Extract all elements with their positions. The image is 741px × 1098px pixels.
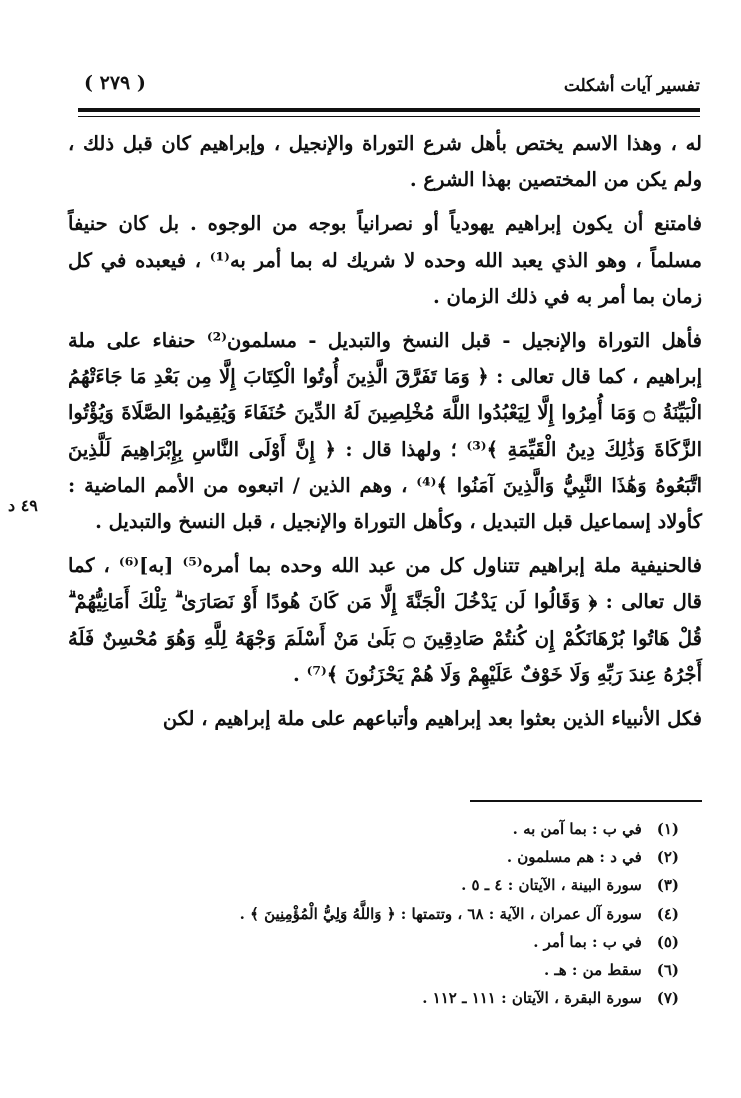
paragraph: فامتنع أن يكون إبراهيم يهودياً أو نصرانياً بوجه من الوجوه . بل كان حنيفاً مسلماً ، وهو الذي يعبد الله وحده لا شريك له بما أمر به⁽¹⁾ ، فيعبده في كل زمان بما أمر به في ذلك الزمان . [68,212,702,308]
footnote-number: (٤) [656,904,679,923]
footnote-number: (١) [656,820,679,838]
footnote [179,956,679,984]
footnote [179,984,679,1012]
footnote [179,871,679,899]
footnote-text: في د : هم مسلمون . [506,848,642,867]
header-rule-thin [78,116,700,117]
footnote-text: في ب : بما أمر . [533,932,642,951]
page-header [78,70,700,104]
paragraph: فالحنيفية ملة إبراهيم تتناول كل من عبد الله وحده بما أمره⁽⁵⁾ [به]⁽⁶⁾ ، كما قال تعالى : ﴿ وَقَالُوا لَن يَدْخُلَ الْجَنَّةَ إِلَّا مَن كَانَ هُودًا أَوْ نَصَارَىٰ ۗ تِلْكَ أَمَانِيُّهُمْ ۗ قُلْ هَاتُوا بُرْهَانَكُمْ إِن كُنتُمْ صَادِقِينَ ۝ بَلَىٰ مَنْ أَسْلَمَ وَجْهَهُ لِلَّهِ وَهُوَ مُحْسِنٌ فَلَهُ أَجْرُهُ عِندَ رَبِّهِ وَلَا خَوْفٌ عَلَيْهِمْ وَلَا هُمْ يَحْزَنُونَ ﴾⁽⁷⁾ . [68,554,702,686]
footnote [179,843,679,871]
footnote-number: (٧) [656,989,679,1008]
paragraph: له ، وهذا الاسم يختص بأهل شرع التوراة والإنجيل ، وإبراهيم كان قبل ذلك ، ولم يكن من المختصين بهذا الشرع . [68,132,702,192]
manuscript-margin-note: ٤٩ د [8,496,38,515]
paragraph: فأهل التوراة والإنجيل - قبل النسخ والتبديل - مسلمون⁽²⁾ حنفاء على ملة إبراهيم ، كما قال تعالى : ﴿ وَمَا تَفَرَّقَ الَّذِينَ أُوتُوا الْكِتَابَ إِلَّا مِن بَعْدِ مَا جَاءَتْهُمُ الْبَيِّنَةُ ۝ وَمَا أُمِرُوا إِلَّا لِيَعْبُدُوا اللَّهَ مُخْلِصِينَ لَهُ الدِّينَ حُنَفَاءَ وَيُقِيمُوا الصَّلَاةَ وَيُؤْتُوا الزَّكَاةَ وَذَٰلِكَ دِينُ الْقَيِّمَةِ ﴾⁽³⁾ ؛ ولهذا قال : ﴿ إِنَّ أَوْلَى النَّاسِ بِإِبْرَاهِيمَ لَلَّذِينَ اتَّبَعُوهُ وَهَٰذَا النَّبِيُّ وَالَّذِينَ آمَنُوا ﴾⁽⁴⁾ ، وهم الذين / اتبعوه من الأمم الماضية : كأولاد إسماعيل قبل التبديل ، وكأهل التوراة والإنجيل ، قبل النسخ والتبديل . [68,329,702,534]
footnote-text: سقط من : هـ . [543,961,642,980]
footnote-text: سورة البينة ، الآيتان : ٤ ـ ٥ . [461,876,642,895]
page-number: ( ٢٧٩ ) [84,72,146,94]
footnote-text: في ب : بما آمن به . [512,820,642,838]
footnote-number: (٥) [656,932,679,951]
footnote-text: سورة آل عمران ، الآية : ٦٨ ، وتتمتها : ﴿ وَاللَّهُ وَلِيُّ الْمُؤْمِنِينَ ﴾ . [239,904,642,923]
footnote [179,900,679,928]
footnote-number: (٦) [656,961,679,980]
footnotes [179,815,679,1012]
main-text [68,126,702,737]
footnote [179,928,679,956]
footnote-text: سورة البقرة ، الآيتان : ١١١ ـ ١١٢ . [422,989,642,1008]
footnote-number: (٣) [656,876,679,895]
footnote [179,815,679,843]
book-title: تفسير آيات أشكلت [563,76,700,96]
footnote-separator [470,800,702,802]
paragraph: فكل الأنبياء الذين بعثوا بعد إبراهيم وأتباعهم على ملة إبراهيم ، لكن [162,707,702,731]
header-rule-thick [78,108,700,112]
footnote-number: (٢) [656,848,679,867]
